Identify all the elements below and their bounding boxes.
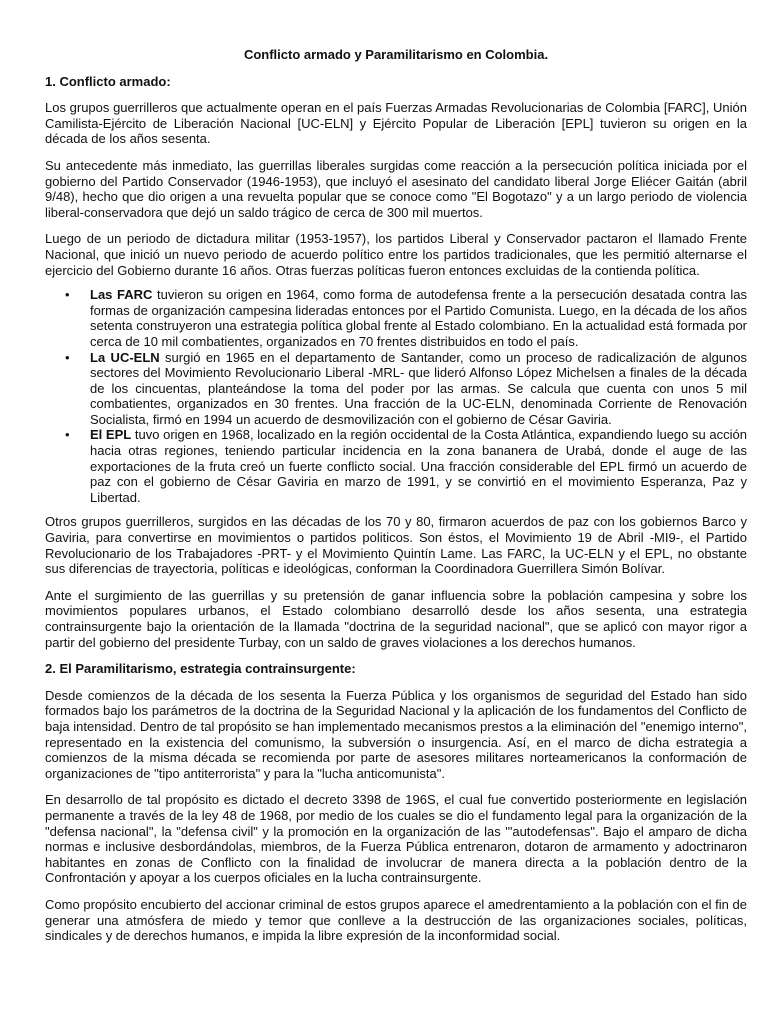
paragraph: Ante el surgimiento de las guerrillas y su pretensión de ganar influencia sobre la población campesina y sobre los movimientos populares urbanos, el Estado colombiano desarrolló desde los años sesenta, una estrategia contrainsurgente bajo la orientación de la llamada "doctrina de la seguridad nacional", que se aplicó con mayor rigor a partir del gobierno del presidente Turbay, con un saldo de graves violaciones a los derechos humanos. bbox=[45, 587, 747, 650]
list-item-text: tuvo origen en 1968, localizado en la región occidental de la Costa Atlántica, expandiendo luego su acción hacia otras regiones, teniendo particular incidencia en la zona bananera de Urabá, donde el auge de las exportaciones de la fruta creó un fuerte conflicto social. Una fracción considerable del EPL firmó un acuerdo de paz con el gobierno de César Gaviria en marzo de 1991, y se convirtió en el movimiento Esperanza, Paz y Libertad. bbox=[90, 427, 747, 505]
section-heading-paramilitarismo: 2. El Paramilitarismo, estrategia contrainsurgente: bbox=[45, 661, 356, 677]
list-item-epl bbox=[45, 427, 747, 505]
list-item-farc bbox=[45, 287, 747, 349]
list-item-text: surgió en 1965 en el departamento de Santander, como un proceso de radicalización de algunos sectores del Movimiento Revolucionario Liberal -MRL- que lideró Alfonso López Michelsen a finales de la década de los cincuentas, planteándose la toma del poder por las armas. Se calcula que cuenta con unos 5 mil combatientes, organizados en 30 frentes. Una fracción de la UC-ELN, denominada Corriente de Renovación Socialista, firmó en 1994 un acuerdo de desmovilización con el gobierno de César Gaviria. bbox=[90, 349, 747, 427]
paragraph: Desde comienzos de la década de los sesenta la Fuerza Pública y los organismos de seguridad del Estado han sido formados bajo los parámetros de la doctrina de la Seguridad Nacional y la aplicación de los fundamentos del Conflicto de baja intensidad. Dentro de tal propósito se han implementado mecanismos prestos a la eliminación del "enemigo interno", representado en la existencia del comunismo, la subversión o insurgencia. Así, en el marco de dicha estrategia a comienzos de la misma década se recomienda por parte de asesores militares norteamericanos la conformación de organizaciones de "tipo antiterrorista" y para la "lucha anticomunista". bbox=[45, 687, 747, 781]
section-heading-conflicto-armado: 1. Conflicto armado: bbox=[45, 73, 171, 89]
list-item-lead: Las FARC bbox=[90, 287, 153, 303]
paragraph: Luego de un periodo de dictadura militar (1953-1957), los partidos Liberal y Conservador pactaron el llamado Frente Nacional, que inició un nuevo periodo de acuerdo político entre los partidos tradicionales, que les permitió alternarse el ejercicio del Gobierno durante 16 años. Otras fuerzas políticas fueron entonces excluidas de la contienda política. bbox=[45, 231, 747, 278]
bullet-icon: • bbox=[65, 349, 70, 365]
list-item-lead: El EPL bbox=[90, 427, 132, 443]
document-title: Conflicto armado y Paramilitarismo en Colombia. bbox=[243, 47, 549, 62]
paragraph: Otros grupos guerrilleros, surgidos en las décadas de los 70 y 80, firmaron acuerdos de paz con los gobiernos Barco y Gaviria, para convertirse en movimientos o partidos politicos. Son éstos, el Movimiento 19 de Abril -MI9-, el Partido Revolucionario de los Trabajadores -PRT- y el Movimiento Quintín Lame. Las FARC, la UC-ELN y el EPL, no obstante sus diferencias de trayectoria, políticas e ideológicas, conforman la Coordinadora Guerrillera Simón Bolívar. bbox=[45, 514, 747, 577]
paragraph: Su antecedente más inmediato, las guerrillas liberales surgidas come reacción a la persecución política iniciada por el gobierno del Partido Conservador (1946-1953), que incluyó el asesinato del candidato liberal Jorge Eliécer Gaitán (abril 9/48), hecho que dio origen a una revuelta popular que se conoce como "El Bogotazo" y a un largo periodo de violencia liberal-conservadora que dejó un saldo trágico de cerca de 300 mil muertos. bbox=[45, 157, 747, 220]
list-item-lead: La UC-ELN bbox=[90, 349, 160, 365]
paragraph: En desarrollo de tal propósito es dictado el decreto 3398 de 196S, el cual fue convertido posteriormente en legislación permanente a través de la ley 48 de 1968, por medio de los cuales se dio el fundamento legal para la organización de la "defensa nacional", la "defensa civil" y la promoción en la organización de las '"autodefensas". Bajo el amparo de dicha normas e inclusive desbordándolas, miembros, de la Fuerza Pública entrenaron, dotaron de armamento y adoctrinaron habitantes en zonas de Conflicto con la finalidad de involucrar de manera directa a la población dentro de la Confrontación y apoyar a los cuerpos oficiales en la lucha contrainsurgente. bbox=[45, 792, 747, 886]
paragraph: Como propósito encubierto del accionar criminal de estos grupos aparece el amedrentamiento a la población con el fin de generar una atmósfera de miedo y temor que conlleve a la destrucción de las organizaciones sociales, políticas, sindicales y de derechos humanos, e impida la libre expresión de la inconformidad social. bbox=[45, 896, 747, 944]
list-item-text: tuvieron su origen en 1964, como forma de autodefensa frente a la persecución desatada contra las formas de organización campesina lideradas entonces por el Partido Comunista. Luego, en la década de los años setenta construyeron una estrategia política global frente al Estado colombiano. En la actualidad está formada por cerca de 10 mil combatientes, organizados en 70 frentes distribuidos en todo el país. bbox=[90, 287, 747, 349]
paragraph: Los grupos guerrilleros que actualmente operan en el país Fuerzas Armadas Revolucionarias de Colombia [FARC], Unión Camilista-Ejército de Liberación Nacional [UC-ELN] y Ejército Popular de Liberación [EPL] tuvieron su origen en la década de los años sesenta. bbox=[45, 100, 747, 147]
bullet-icon: • bbox=[65, 427, 70, 443]
list-item-uc-eln bbox=[45, 350, 747, 428]
bullet-list bbox=[45, 287, 747, 505]
bullet-icon: • bbox=[65, 287, 70, 303]
